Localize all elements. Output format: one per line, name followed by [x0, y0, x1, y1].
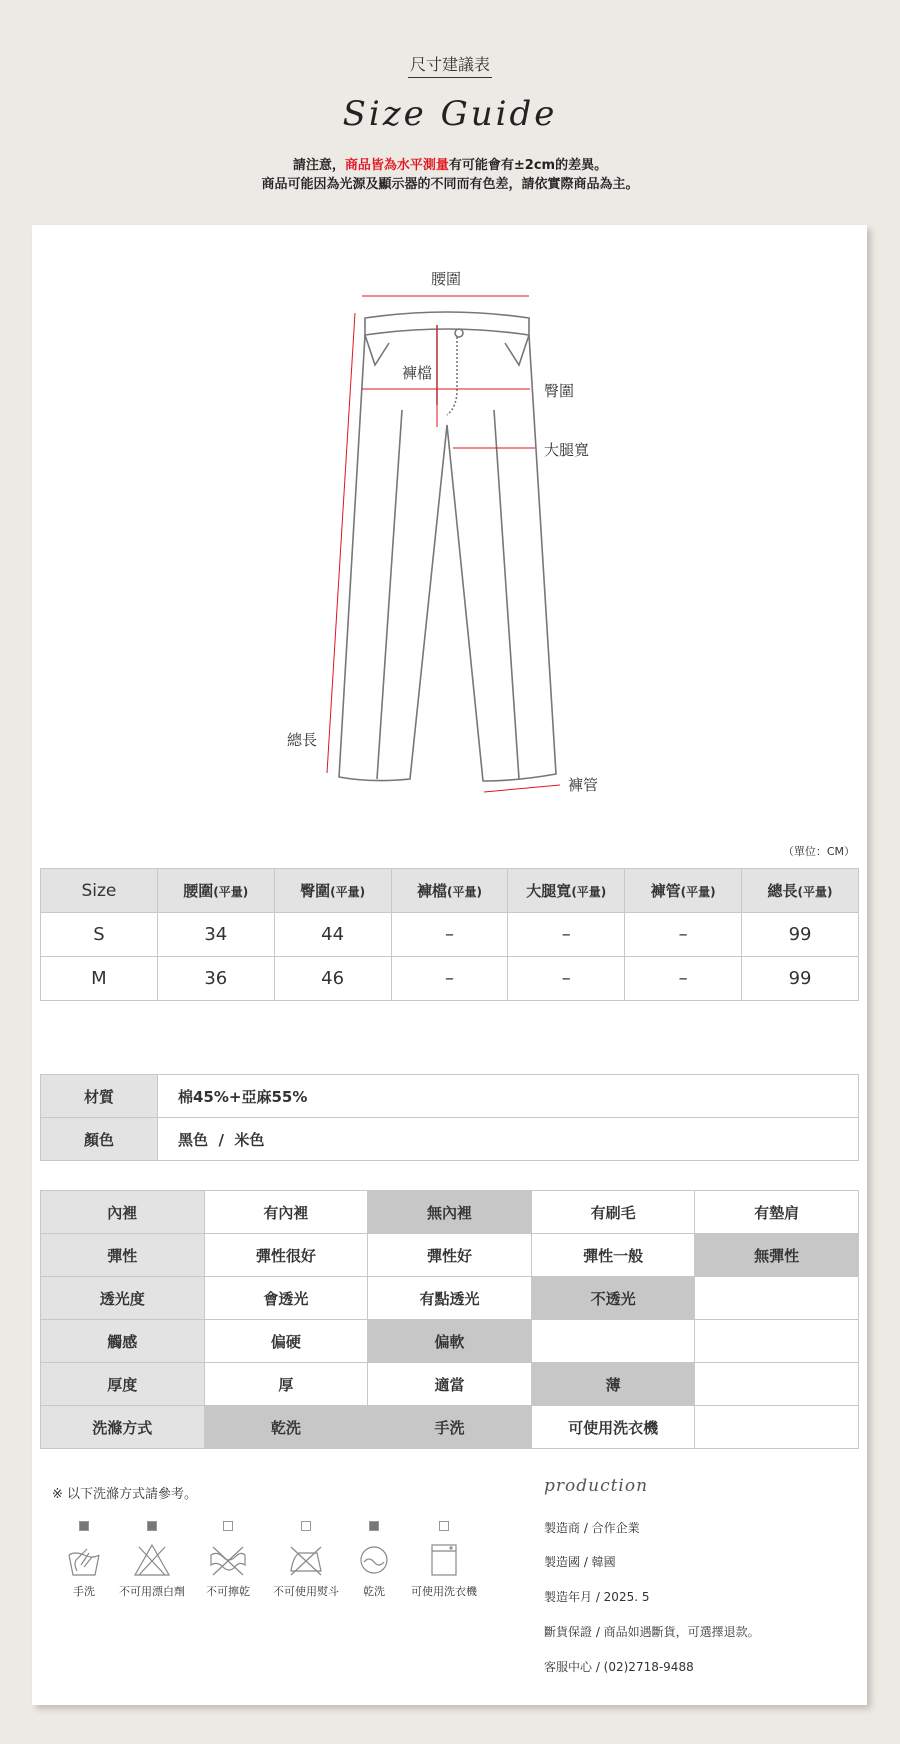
header-hip: 臀圍(平量): [274, 869, 391, 913]
sheer-row: [41, 1277, 859, 1320]
waistband: [365, 312, 529, 335]
value-cell: 34: [157, 913, 274, 957]
unit-note: （單位：CM）: [782, 845, 855, 858]
attr-option: 彈性好: [368, 1234, 532, 1277]
attr-option: 適當: [368, 1363, 532, 1406]
attr-label: 透光度: [41, 1277, 205, 1320]
lining-row: [41, 1191, 859, 1234]
care-note: ※ 以下洗滌方式請參考。: [52, 1487, 198, 1502]
production-guarantee: 斷貨保證 / 商品如遇斷貨，可選擇退款。: [544, 1625, 760, 1639]
fly-curve: [447, 337, 457, 415]
attr-option-selected: 不透光: [531, 1277, 695, 1320]
pants-diagram: [32, 225, 867, 825]
size-cell: S: [41, 913, 158, 957]
elastic-row: [41, 1234, 859, 1277]
no-wring-icon: [209, 1541, 247, 1579]
attr-option-selected: 薄: [531, 1363, 695, 1406]
page-title: Size Guide: [342, 94, 558, 134]
material-value: 棉45%+亞麻55%: [158, 1075, 859, 1118]
header-length: 總長(平量): [742, 869, 859, 913]
value-cell: 99: [742, 957, 859, 1001]
material-row: [41, 1075, 859, 1118]
label-rise: 褲檔: [402, 364, 433, 382]
size-table-header: [41, 869, 859, 913]
checkbox-icon: [369, 1521, 379, 1531]
attr-label: 厚度: [41, 1363, 205, 1406]
attr-option: 有點透光: [368, 1277, 532, 1320]
measurement-notice: 請注意，商品皆為水平測量有可能會有±2cm的差異。 商品可能因為光源及顯示器的不同而有色差，請依實際商品為主。: [261, 158, 639, 192]
label-length: 總長: [287, 731, 318, 749]
hem-line: [484, 785, 560, 792]
color-label: 顏色: [41, 1118, 158, 1161]
care-label: 不可用漂白劑: [119, 1585, 185, 1598]
right-crease: [494, 410, 519, 779]
length-line: [327, 313, 355, 773]
care-label: 不可使用熨斗: [273, 1585, 339, 1598]
attr-empty: [531, 1320, 695, 1363]
production-date: 製造年月 / 2025. 5: [544, 1590, 650, 1604]
checkbox-icon: [223, 1521, 233, 1531]
no-bleach-icon: [133, 1541, 171, 1579]
dry-clean-icon: [355, 1541, 393, 1579]
value-cell: 46: [274, 957, 391, 1001]
label-thigh: 大腿寬: [544, 441, 590, 459]
value-cell: 44: [274, 913, 391, 957]
label-hem: 褲管: [568, 776, 599, 794]
attr-option: 有內裡: [204, 1191, 368, 1234]
size-table: [40, 868, 859, 1001]
header-rise: 褲檔(平量): [391, 869, 508, 913]
thickness-row: [41, 1363, 859, 1406]
attr-empty: [695, 1277, 859, 1320]
care-dry-clean: [334, 1521, 414, 1599]
right-pocket: [505, 335, 529, 365]
touch-row: [41, 1320, 859, 1363]
care-label: 不可擰乾: [206, 1585, 250, 1598]
checkbox-icon: [439, 1521, 449, 1531]
attr-option: 厚: [204, 1363, 368, 1406]
attr-option: 有墊肩: [695, 1191, 859, 1234]
attr-empty: [695, 1363, 859, 1406]
value-cell: –: [625, 957, 742, 1001]
value-cell: –: [391, 913, 508, 957]
table-row: [41, 913, 859, 957]
attr-option-selected: 無內裡: [368, 1191, 532, 1234]
color-row: [41, 1118, 859, 1161]
left-pocket: [365, 335, 389, 365]
attr-option: 可使用洗衣機: [531, 1406, 695, 1449]
washing-machine-icon: [425, 1541, 463, 1579]
attr-option-selected: 乾洗: [204, 1406, 368, 1449]
attr-label: 觸感: [41, 1320, 205, 1363]
label-waist: 腰圍: [431, 270, 462, 288]
attr-option-selected: 偏軟: [368, 1320, 532, 1363]
care-label: 手洗: [73, 1585, 95, 1598]
attr-option: 會透光: [204, 1277, 368, 1320]
production-country: 製造國 / 韓國: [544, 1555, 616, 1569]
care-no-bleach: [112, 1521, 192, 1599]
attributes-table: [40, 1190, 859, 1449]
production-manufacturer: 製造商 / 合作企業: [544, 1521, 640, 1535]
value-cell: 36: [157, 957, 274, 1001]
washing-row: [41, 1406, 859, 1449]
checkbox-icon: [79, 1521, 89, 1531]
attr-label: 彈性: [41, 1234, 205, 1277]
attr-empty: [695, 1320, 859, 1363]
attr-option: 彈性一般: [531, 1234, 695, 1277]
material-label: 材質: [41, 1075, 158, 1118]
attr-label: 內裡: [41, 1191, 205, 1234]
checkbox-icon: [301, 1521, 311, 1531]
care-washing-machine: [404, 1521, 484, 1599]
attr-option: 偏硬: [204, 1320, 368, 1363]
left-crease: [377, 410, 402, 779]
attr-option: 有刷毛: [531, 1191, 695, 1234]
label-hip: 臀圍: [544, 382, 575, 400]
header-hem: 褲管(平量): [625, 869, 742, 913]
attr-option-selected: 手洗: [368, 1406, 532, 1449]
checkbox-icon: [147, 1521, 157, 1531]
attr-option: 彈性很好: [204, 1234, 368, 1277]
production-service: 客服中心 / (02)2718-9488: [544, 1660, 694, 1674]
care-no-wring: [188, 1521, 268, 1599]
header-waist: 腰圍(平量): [157, 869, 274, 913]
value-cell: –: [391, 957, 508, 1001]
hand-wash-icon: [65, 1541, 103, 1579]
header-thigh: 大腿寬(平量): [508, 869, 625, 913]
attr-empty: [695, 1406, 859, 1449]
size-header: Size: [41, 869, 158, 913]
size-cell: M: [41, 957, 158, 1001]
care-label: 乾洗: [363, 1585, 385, 1598]
material-table: [40, 1074, 859, 1161]
pants-outline: [339, 335, 556, 781]
value-cell: –: [625, 913, 742, 957]
value-cell: –: [508, 913, 625, 957]
button: [455, 329, 463, 337]
value-cell: –: [508, 957, 625, 1001]
production-title: production: [544, 1476, 649, 1496]
attr-label: 洗滌方式: [41, 1406, 205, 1449]
color-value: 黑色 / 米色: [158, 1118, 859, 1161]
table-row: [41, 957, 859, 1001]
value-cell: 99: [742, 913, 859, 957]
size-guide-card: [32, 225, 867, 1705]
subtitle: 尺寸建議表: [0, 52, 900, 75]
care-label: 可使用洗衣機: [411, 1585, 477, 1598]
no-iron-icon: [287, 1541, 325, 1579]
attr-option-selected: 無彈性: [695, 1234, 859, 1277]
